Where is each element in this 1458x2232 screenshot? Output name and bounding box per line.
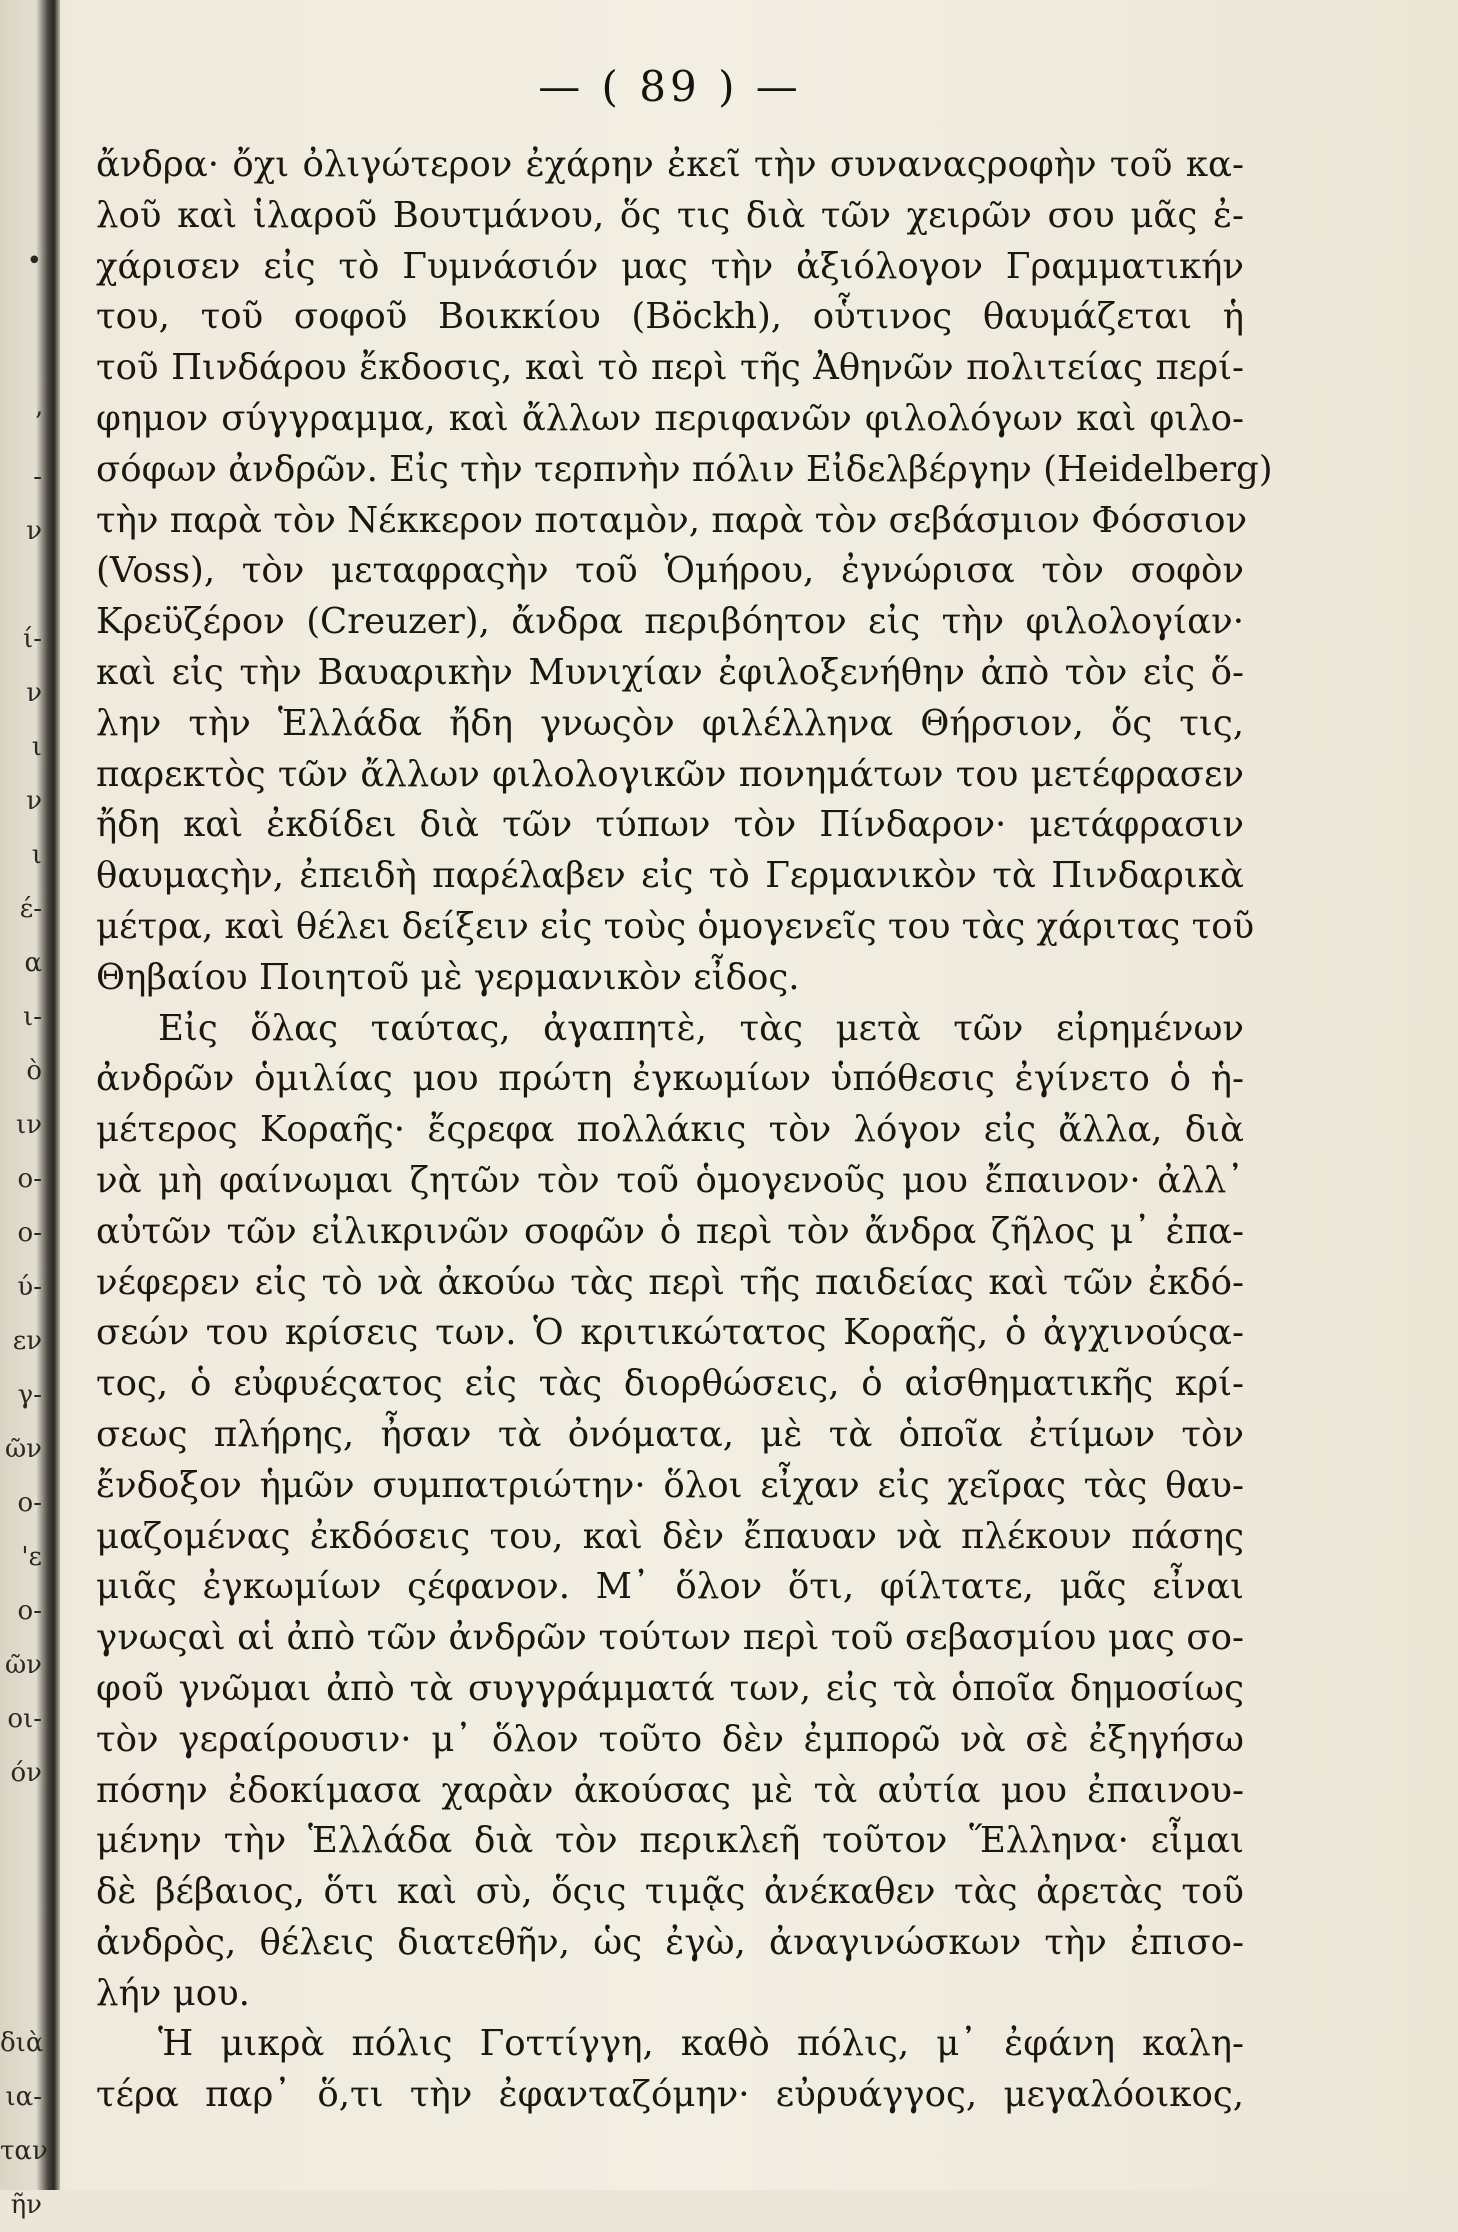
paragraph	[96, 1004, 1244, 2020]
text-line: θαυμαςὴν, ἐπειδὴ παρέλαβεν εἰς τὸ Γερμανικὸν τὰ Πινδαρικὰ	[96, 855, 1244, 897]
text-line: μέτρα, καὶ θέλει δείξειν εἰς τοὺς ὁμογενεῖς του τὰς χάριτας τοῦ	[96, 905, 1255, 947]
margin-fragment: όν	[10, 1758, 42, 1788]
text-line: σόφων ἀνδρῶν. Εἰς τὴν τερπνὴν πόλιν Εἰδελβέργην (Heidelberg)	[96, 448, 1273, 490]
text-line: μαζομένας ἐκδόσεις του, καὶ δὲν ἔπαυαν νὰ πλέκουν πάσης	[96, 1515, 1244, 1557]
margin-fragment: α	[24, 948, 42, 978]
paragraph	[96, 2019, 1244, 2121]
text-line: σεως πλήρης, ἦσαν τὰ ὀνόματα, μὲ τὰ ὁποῖα ἐτίμων τὸν	[96, 1413, 1244, 1455]
text-line: Εἰς ὅλας ταύτας, ἀγαπητὲ, τὰς μετὰ τῶν εἰρημένων	[158, 1007, 1244, 1049]
margin-fragment: ῶν	[4, 1434, 42, 1464]
text-line: φημον σύγγραμμα, καὶ ἄλλων περιφανῶν φιλολόγων καὶ φιλο-	[96, 397, 1244, 439]
text-line: τὴν παρὰ τὸν Νέκκερον ποταμὸν, παρὰ τὸν σεβάσμιον Φόσσιον	[96, 499, 1248, 541]
text-line: νέφερεν εἰς τὸ νὰ ἀκούω τὰς περὶ τῆς παιδείας καὶ τῶν ἐκδό-	[96, 1261, 1244, 1303]
text-line: ἀνδρῶν ὁμιλίας μου πρώτη ἐγκωμίων ὑπόθεσις ἐγίνετο ὁ ἡ-	[96, 1058, 1244, 1100]
body-text	[96, 140, 1273, 2121]
text-line: τοῦ Πινδάρου ἔκδοσις, καὶ τὸ περὶ τῆς Ἀθηνῶν πολιτείας περί-	[96, 347, 1244, 389]
margin-fragment: ῆν	[10, 2190, 42, 2220]
margin-fragment: γ-	[17, 1380, 42, 1410]
margin-fragments	[0, 180, 48, 2232]
margin-fragment: ῶν	[4, 1650, 42, 1680]
text-line: καὶ εἰς τὴν Βαυαρικὴν Μυνιχίαν ἐφιλοξενήθην ἀπὸ τὸν εἰς ὅ-	[96, 651, 1244, 693]
text-line: Ἡ μικρὰ πόλις Γοττίγγη, καθὸ πόλις, μ᾽ ἐφάνη καλη-	[158, 2023, 1244, 2065]
margin-fragment	[0, 1854, 42, 1908]
margin-fragment	[0, 342, 42, 396]
text-line: γνωςαὶ αἱ ἀπὸ τῶν ἀνδρῶν τούτων περὶ τοῦ σεβασμίου μας σο-	[96, 1617, 1244, 1659]
text-line: λοῦ καὶ ἱλαροῦ Βουτμάνου, ὅς τις διὰ τῶν χειρῶν σου μᾶς ἐ-	[96, 194, 1244, 236]
margin-fragment: έ-	[19, 894, 42, 924]
margin-fragment	[0, 1962, 42, 2016]
text-line: τὸν γεραίρουσιν· μ᾽ ὅλον τοῦτο δὲν ἐμπορῶ νὰ σὲ ἐξηγήσω	[96, 1718, 1244, 1760]
margin-fragment: ο-	[17, 1164, 42, 1194]
previous-page-edge	[0, 0, 60, 2220]
margin-fragment: ν	[26, 678, 42, 708]
text-line: Θηβαίου Ποιητοῦ μὲ γερμανικὸν εἶδος.	[96, 956, 800, 998]
margin-fragment: ιν	[16, 1110, 42, 1140]
margin-fragment: -	[33, 462, 42, 492]
margin-fragment: ι	[31, 732, 42, 762]
text-line: πόσην ἐδοκίμασα χαρὰν ἀκούσας μὲ τὰ αὐτία μου ἐπαινου-	[96, 1769, 1244, 1811]
margin-fragment: ταν	[0, 2136, 48, 2166]
paragraph	[96, 140, 1273, 1004]
text-line: ἔνδοξον ἡμῶν συμπατριώτην· ὅλοι εἶχαν εἰς χεῖρας τὰς θαυ-	[96, 1464, 1244, 1506]
margin-fragment	[0, 288, 42, 342]
margin-fragment: ν	[26, 516, 42, 546]
text-line: νὰ μὴ φαίνωμαι ζητῶν τὸν τοῦ ὁμογενοῦς μου ἔπαινον· ἀλλ᾽	[96, 1159, 1244, 1201]
text-line: ἤδη καὶ ἐκδίδει διὰ τῶν τύπων τὸν Πίνδαρον· μετάφρασιν	[96, 804, 1244, 846]
margin-fragment: ὸ	[26, 1056, 42, 1086]
margin-fragment: διὰ	[0, 2028, 44, 2058]
margin-fragment: •	[26, 246, 42, 276]
text-line: μέτερος Κοραῆς· ἔςρεφα πολλάκις τὸν λόγον εἰς ἄλλα, διὰ	[96, 1109, 1244, 1151]
text-line: ἄνδρα· ὄχι ὀλιγώτερον ἐχάρην ἐκεῖ τὴν συναναςροφὴν τοῦ κα-	[96, 144, 1244, 185]
page-number: — ( 89 ) —	[538, 62, 802, 111]
margin-fragment: ί-	[23, 624, 42, 654]
text-line: τος, ὁ εὐφυέςατος εἰς τὰς διορθώσεις, ὁ αἰσθηματικῆς κρί-	[96, 1363, 1244, 1405]
margin-fragment: ι	[31, 840, 42, 870]
text-line: σεών του κρίσεις των. Ὁ κριτικώτατος Κοραῆς, ὁ ἀγχινούςα-	[96, 1312, 1244, 1354]
margin-fragment: οι-	[7, 1704, 42, 1734]
text-line: λήν μου.	[96, 1972, 250, 2014]
margin-fragment: ν	[26, 786, 42, 816]
margin-fragment: εν	[12, 1326, 42, 1356]
text-line: μιᾶς ἐγκωμίων ςέφανον. Μ᾽ ὅλον ὅτι, φίλτατε, μᾶς εἶναι	[96, 1566, 1244, 1608]
text-line: αὐτῶν τῶν εἰλικρινῶν σοφῶν ὁ περὶ τὸν ἄνδρα ζῆλος μ᾽ ἐπα-	[96, 1210, 1244, 1252]
margin-fragment: 'ε	[21, 1542, 42, 1572]
text-line: λην τὴν Ἑλλάδα ἤδη γνωςὸν φιλέλληνα Θήρσιον, ὅς τις,	[96, 702, 1244, 744]
margin-fragment: ο-	[17, 1218, 42, 1248]
text-line: ἀνδρὸς, θέλεις διατεθῆν, ὡς ἐγὼ, ἀναγινώσκων τὴν ἐπισο-	[96, 1921, 1244, 1963]
text-line: χάρισεν εἰς τὸ Γυμνάσιόν μας τὴν ἀξιόλογον Γραμματικήν	[96, 245, 1244, 287]
text-line: φοῦ γνῶμαι ἀπὸ τὰ συγγράμματά των, εἰς τὰ ὁποῖα δημοσίως	[96, 1667, 1244, 1709]
text-line: (Voss), τὸν μεταφραςὴν τοῦ Ὁμήρου, ἐγνώρισα τὸν σοφὸν	[96, 550, 1244, 592]
text-line: παρεκτὸς τῶν ἄλλων φιλολογικῶν πονημάτων του μετέφρασεν	[96, 753, 1244, 795]
text-line: Κρεϋζέρον (Creuzer), ἄνδρα περιβόητον εἰς τὴν φιλολογίαν·	[96, 601, 1244, 643]
margin-fragment	[0, 1908, 42, 1962]
margin-fragment: ʼ	[33, 408, 42, 438]
margin-fragment: ο-	[17, 1488, 42, 1518]
text-line: τέρα παρ᾽ ὅ,τι τὴν ἐφανταζόμην· εὐρυάγγος, μεγαλόοικος,	[96, 2074, 1244, 2116]
margin-fragment	[0, 558, 42, 612]
margin-fragment: ύ-	[17, 1272, 42, 1302]
margin-fragment: ι-	[23, 1002, 42, 1032]
margin-fragment	[0, 1800, 42, 1854]
margin-fragment: ο-	[17, 1596, 42, 1626]
text-line: δὲ βέβαιος, ὅτι καὶ σὺ, ὅςις τιμᾷς ἀνέκαθεν τὰς ἀρετὰς τοῦ	[96, 1871, 1244, 1913]
text-line: μένην τὴν Ἑλλάδα διὰ τὸν περικλεῆ τοῦτον Ἕλληνα· εἶμαι	[96, 1820, 1244, 1862]
margin-fragment: ια-	[5, 2082, 42, 2112]
text-line: του, τοῦ σοφοῦ Βοικκίου (Böckh), οὗτινος θαυμάζεται ἡ	[96, 296, 1244, 338]
margin-fragment	[0, 180, 42, 234]
